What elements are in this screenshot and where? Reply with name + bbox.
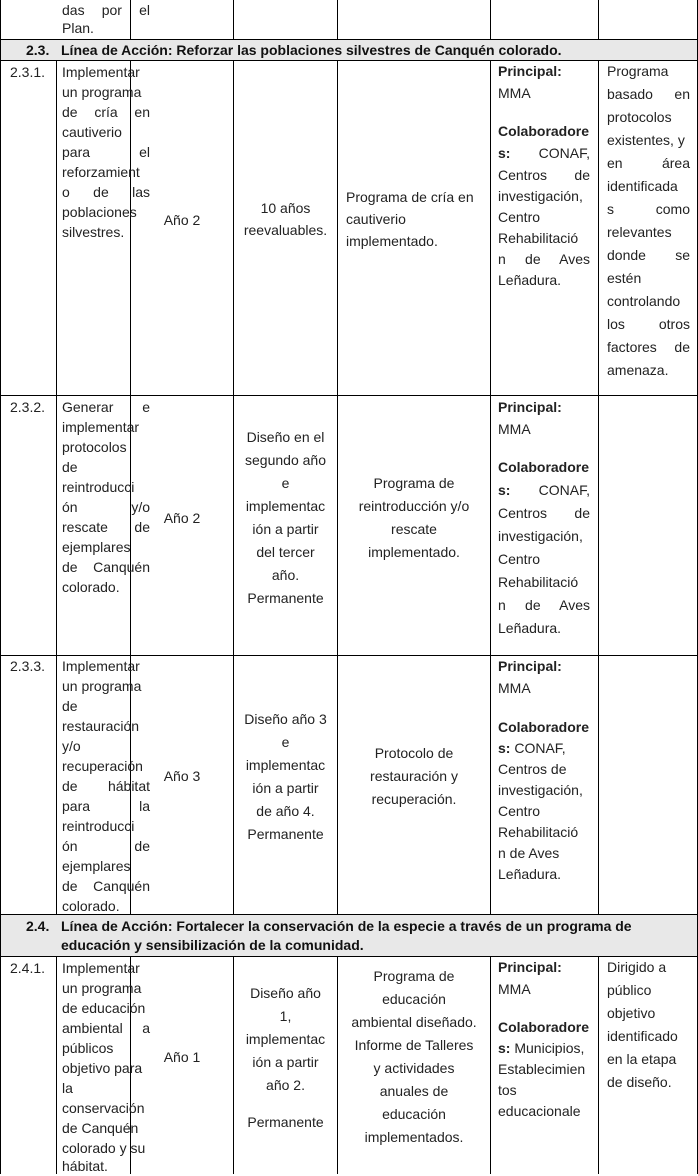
row-2-3-3-year: Año 3: [163, 768, 201, 784]
row-2-4-1-year: Año 1: [163, 1049, 201, 1065]
top-row-action-line: Plan.: [62, 20, 94, 36]
row-2-3-1-number: 2.3.1.: [10, 64, 46, 80]
row-line: [0, 395, 698, 396]
row-line: [0, 39, 698, 40]
section-2-4-number: 2.4.: [26, 918, 50, 934]
row-2-4-1-number: 2.4.1.: [10, 960, 46, 976]
col-line: [337, 0, 338, 40]
section-2-3-title: Línea de Acción: Reforzar las poblaciones silvestres de Canquén colorado.: [61, 42, 562, 58]
row-2-3-3-number: 2.3.3.: [10, 658, 46, 674]
section-2-4-title-line1: Línea de Acción: Fortalecer la conservación de la especie a través de un programa de: [61, 918, 632, 934]
row-2-3-1-year: Año 2: [163, 212, 201, 228]
col-line: [598, 0, 599, 40]
row-line: [0, 60, 698, 61]
section-2-3-number: 2.3.: [26, 42, 50, 58]
col-line: [56, 957, 57, 1174]
col-line: [56, 61, 57, 915]
col-line: [490, 0, 491, 40]
col-line: [490, 957, 491, 1174]
table-border-left: [0, 0, 1, 1174]
row-2-3-2-number: 2.3.2.: [10, 399, 46, 415]
col-line: [490, 61, 491, 915]
col-line: [233, 0, 234, 40]
top-row-action-line: das por el: [62, 2, 150, 18]
section-2-4-title-line2: educación y sensibilización de la comunidad.: [61, 937, 364, 953]
col-line: [598, 957, 599, 1174]
col-line: [598, 61, 599, 915]
row-2-3-2-year: Año 2: [163, 510, 201, 526]
row-line: [0, 956, 698, 957]
